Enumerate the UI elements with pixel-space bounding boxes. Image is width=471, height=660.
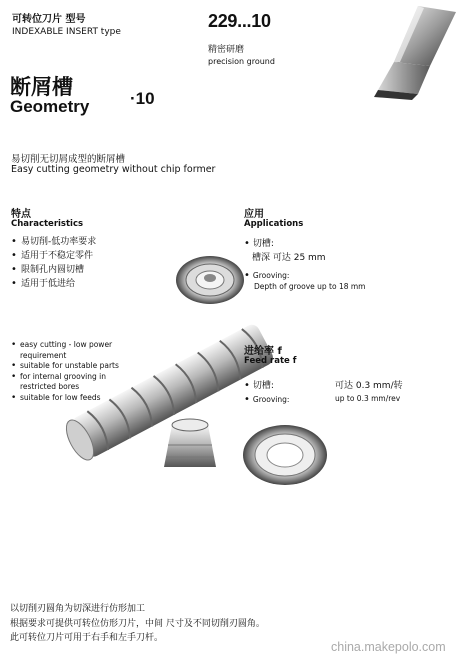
feed-rate-value-en: up to 0.3 mm/rev — [335, 394, 401, 403]
footer-note-1: 以切削刃圆角为切深进行仿形加工 — [10, 604, 146, 614]
geometry-title-cn: 断屑槽 — [10, 75, 73, 99]
geometry-description-en: Easy cutting geometry without chip former — [11, 164, 216, 175]
characteristic-item: • 适用于低进给 — [11, 277, 151, 291]
characteristic-item: • 限制孔内圆切槽 — [11, 263, 151, 277]
feed-label: Grooving: — [252, 395, 290, 404]
application-grooving-cn — [244, 236, 274, 249]
characteristics-list-cn — [11, 235, 151, 291]
geometry-code: ·10 — [130, 89, 155, 108]
bullet-icon: • — [244, 238, 250, 249]
insert-type-title-cn: 可转位刀片 型号 — [12, 14, 86, 25]
footer-note-2: 根据要求可提供可转位仿形刀片，中间 尺寸及不同切削刃圆角。 — [10, 619, 265, 629]
characteristic-item-en: • for internal grooving in restricted bores — [11, 372, 131, 393]
application-label: Grooving: — [252, 271, 290, 280]
characteristic-item-en: • easy cutting - low power requirement — [11, 340, 131, 361]
characteristics-list-en — [11, 340, 131, 403]
characteristic-item-en: • suitable for unstable parts — [11, 361, 131, 372]
application-depth-cn: 槽深 可达 25 mm — [252, 253, 326, 263]
characteristic-item: • 易切削-低功率要求 — [11, 235, 151, 249]
characteristics-title-en: Characteristics — [11, 219, 84, 229]
part-code: 229...10 — [208, 11, 271, 31]
feed-rate-label-en — [244, 394, 289, 405]
application-depth-en: Depth of groove up to 18 mm — [254, 282, 366, 291]
feed-rate-value-cn: 可达 0.3 mm/转 — [335, 381, 403, 391]
bullet-icon: • — [244, 270, 250, 281]
feed-rate-label-cn — [244, 378, 274, 391]
feed-label: 切槽: — [252, 381, 274, 391]
geometry-description-cn: 易切削无切屑成型的断屑槽 — [11, 154, 126, 165]
watermark: china.makepolo.com — [331, 640, 446, 654]
characteristic-item: • 适用于不稳定零件 — [11, 249, 151, 263]
bullet-icon: • — [244, 394, 250, 405]
application-grooving-en — [244, 270, 289, 281]
application-label: 切槽: — [252, 239, 274, 249]
insert-type-title-en: INDEXABLE INSERT type — [12, 27, 121, 37]
footer-note-3: 此可转位刀片可用于右手和左手刀杆。 — [10, 633, 164, 643]
precision-ground-en: precision ground — [208, 57, 275, 66]
feed-rate-title-en: Feed rate f — [244, 356, 297, 366]
applications-title-en: Applications — [244, 219, 304, 229]
characteristic-item-en: • suitable for low feeds — [11, 393, 131, 404]
bullet-icon: • — [244, 380, 250, 391]
characteristics-title-cn: 特点 — [11, 209, 31, 220]
feed-rate-title-cn: 进给率 f — [244, 346, 282, 357]
precision-ground-cn: 精密研磨 — [208, 45, 245, 55]
insert-photo — [360, 4, 460, 102]
geometry-title-en: Geometry — [10, 97, 90, 116]
applications-title-cn: 应用 — [244, 209, 264, 220]
